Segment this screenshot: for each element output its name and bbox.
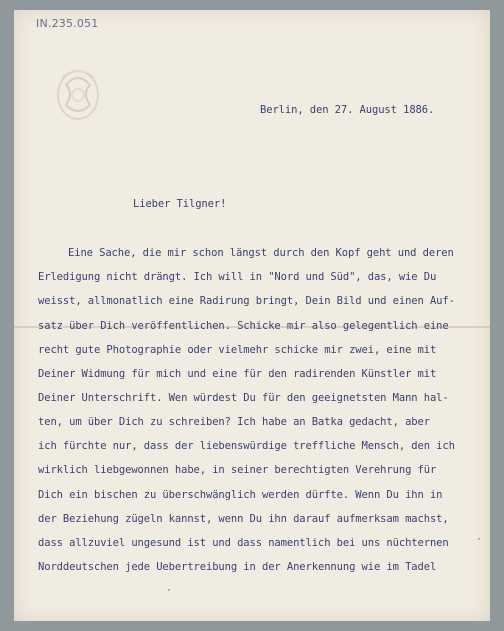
letter-body-line: Erledigung nicht drängt. Ich will in "Nord und Süd", das, wie Du <box>38 271 437 283</box>
letter-body-line: wirklich liebgewonnen habe, in seiner berechtigten Verehrung für <box>38 464 437 476</box>
letter-body-line: weisst, allmonatlich eine Radirung bringt, Dein Bild und einen Auf- <box>38 295 455 307</box>
letter-body-line: der Beziehung zügeln kannst, wenn Du ihn darauf aufmerksam machst, <box>38 513 449 525</box>
embossed-seal-icon <box>52 63 104 123</box>
paper-speck: · <box>166 585 173 596</box>
letter-body-line: recht gute Photographie oder vielmehr schicke mir zwei, eine mit <box>38 344 437 356</box>
letter-body-line: ten, um über Dich zu schreiben? Ich habe an Batka gedacht, aber <box>38 416 430 428</box>
letter-salutation: Lieber Tilgner! <box>133 198 227 210</box>
archive-number: IN.235.051 <box>36 17 99 30</box>
letter-body-line: satz über Dich veröffentlichen. Schicke mir also gelegentlich eine <box>38 320 449 332</box>
letter-body-line: dass allzuviel ungesund ist und dass namentlich bei uns nüchternen <box>38 537 449 549</box>
letter-body-line: Norddeutschen jede Uebertreibung in der Anerkennung wie im Tadel <box>38 561 437 573</box>
paper-speck: · <box>476 534 483 545</box>
letter-dateline: Berlin, den 27. August 1886. <box>260 104 435 116</box>
letter-body-line: Deiner Widmung für mich und eine für den radirenden Künstler mit <box>38 368 437 380</box>
letter-body-line: Eine Sache, die mir schon längst durch den Kopf geht und deren <box>68 247 454 259</box>
letter-body-line: Dich ein bischen zu überschwänglich werden dürfte. Wenn Du ihn in <box>38 489 443 501</box>
letter-body-line: Deiner Unterschrift. Wen würdest Du für den geeignetsten Mann hal- <box>38 392 449 404</box>
letter-body-line: ich fürchte nur, dass der liebenswürdige treffliche Mensch, den ich <box>38 440 455 452</box>
